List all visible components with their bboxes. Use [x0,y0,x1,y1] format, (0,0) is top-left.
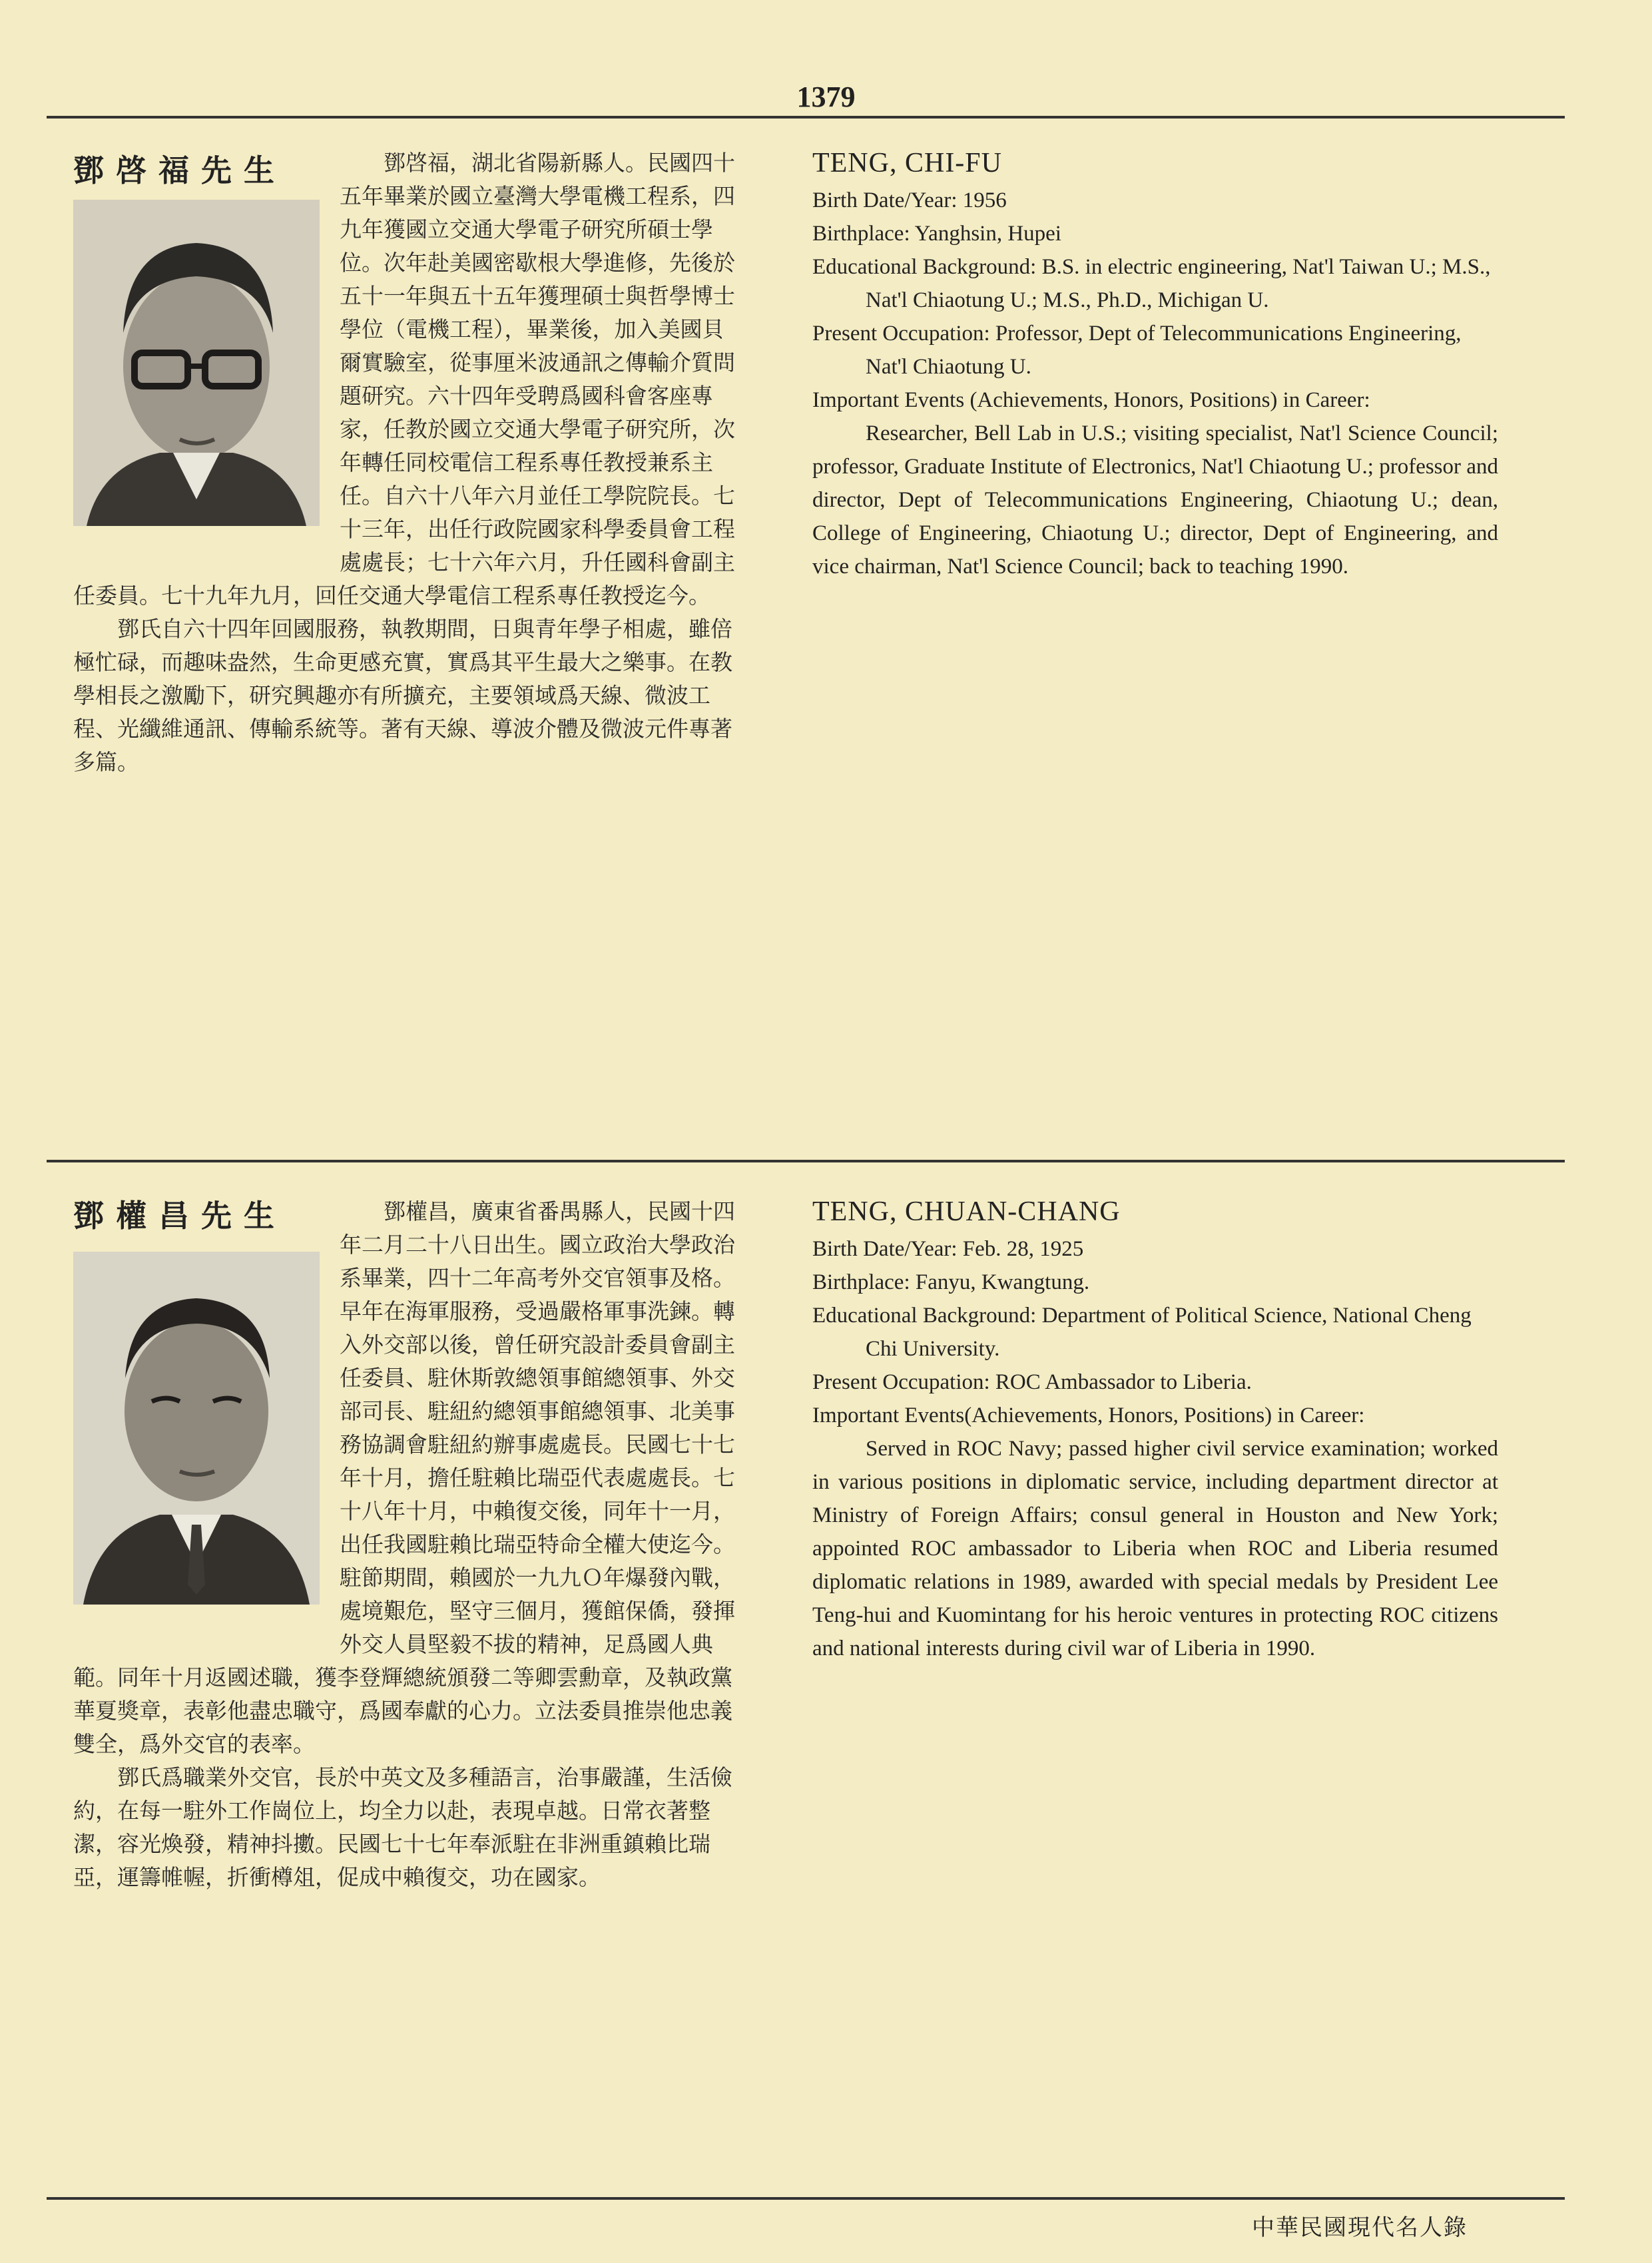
chinese-name: 鄧權昌先生 [73,1198,286,1234]
portrait-photo [73,1252,320,1605]
english-name: TENG, CHI-FU [812,148,1002,178]
portrait-photo [73,200,320,526]
chinese-bio-paragraph: 鄧權昌，廣東省番禺縣人，民國十四年二月二十八日出生。國立政治大學政治系畢業，四十二年高考外交官領事及格。早年在海軍服務，受過嚴格軍事洗鍊。轉入外交部以後，曾任研究設計委員會副主任委員、駐休斯敦總領事館總領事、外交部司長、駐紐約總領事館總領事、北美事務協調會駐紐約辦事處處長。民國七十七年十月，擔任駐賴比瑞亞代表處處長。七十八年十月，中賴復交後，同年十一月，出任我國駐賴比瑞亞特命全權大使迄今。駐節期間，賴國於一九九Ｏ年爆發內戰，處境艱危，堅守三個月，獲館保僑，發揮外交人員堅毅不拔的精神，足爲國人典範。同年十月返國述職，獲李登輝總統頒發二等卿雲勳章，及執政黨華夏獎章，表彰他盡忠職守，爲國奉獻的心力。立法委員推崇他忠義雙全，爲外交官的表率。 [73,1198,735,1757]
events-text: Researcher, Bell Lab in U.S.; visiting specialist, Nat'l Science Council; professor, Graduate Institute of Electronics, Nat'l Chiaotung U.; professor and director, Dept of Telecommunications Engineering, Chiaotung U.; dean, College of Engineering, Chiaotung U.; director, Dept of Engineering, and vice chairman, Nat'l Science Council; back to teaching 1990. [812,421,1498,579]
portrait-image [73,200,320,526]
middle-rule [47,1160,1565,1162]
events-label: Important Events(Achievements, Honors, Positions) in Career: [812,1403,1365,1427]
top-rule [47,116,1565,119]
english-biography [812,146,1498,583]
english-biography [812,1195,1498,1665]
page-number: 1379 [796,81,856,113]
events-text: Served in ROC Navy; passed higher civil service examination; worked in various positions in diplomatic service, including department director at Ministry of Foreign Affairs; consul general in Houston and New York; appointed ROC ambassador to Liberia when ROC and Liberia resumed diplomatic relations in 1989, awarded with special medals by President Lee Teng-hui and Kuomintang for his heroic ventures in protecting ROC citizens and national interests during civil war of Liberia in 1990. [812,1437,1498,1660]
english-name: TENG, CHUAN-CHANG [812,1196,1121,1227]
occupation: Present Occupation: ROC Ambassador to Liberia. [812,1370,1252,1394]
footer-title: 中華民國現代名人錄 [1252,2214,1468,2241]
birth-date: Birth Date/Year: 1956 [812,188,1007,212]
events-label: Important Events (Achievements, Honors, Positions) in Career: [812,388,1370,412]
chinese-bio-paragraph: 鄧啓福，湖北省陽新縣人。民國四十五年畢業於國立臺灣大學電機工程系，四九年獲國立交通大學電子研究所碩士學位。次年赴美國密歇根大學進修，先後於五十一年與五十五年獲理碩士與哲學博士學位（電機工程），畢業後，加入美國貝爾實驗室，從事厘米波通訊之傳輸介質問題研究。六十四年受聘爲國科會客座專家，任教於國立交通大學電子研究所，次年轉任同校電信工程系專任教授兼系主任。自六十八年六月並任工學院院長。七十三年，出任行政院國家科學委員會工程處處長；七十六年六月，升任國科會副主任委員。七十九年九月，回任交通大學電信工程系專任教授迄今。 [73,150,735,609]
chinese-bio-paragraph: 鄧氏爲職業外交官，長於中英文及多種語言，治事嚴謹，生活儉約，在每一駐外工作崗位上，均全力以赴，表現卓越。日常衣著整潔，容光煥發，精神抖擻。民國七十七年奉派駐在非洲重鎮賴比瑞亞，運籌帷幄，折衝樽俎，促成中賴復交，功在國家。 [73,1764,732,1890]
chinese-name: 鄧啓福先生 [73,152,286,188]
occupation: Present Occupation: Professor, Dept of Telecommunications Engineering, Nat'l Chiaotung U. [812,322,1462,379]
education: Educational Background: B.S. in electric engineering, Nat'l Taiwan U.; M.S., Nat'l Chiaotung U.; M.S., Ph.D., Michigan U. [812,255,1491,312]
entry-teng-chi-fu [0,133,1652,1145]
chinese-bio-paragraph: 鄧氏自六十四年回國服務，執教期間，日與青年學子相處，雖倍極忙碌，而趣味盎然，生命更感充實，實爲其平生最大之樂事。在教學相長之激勵下，研究興趣亦有所擴充，主要領域爲天線、微波工程、光纖維通訊、傳輸系統等。著有天線、導波介體及微波元件專著多篇。 [73,616,732,775]
education: Educational Background: Department of Political Science, National Cheng Chi University. [812,1304,1472,1361]
portrait-image [73,1252,320,1605]
birth-date: Birth Date/Year: Feb. 28, 1925 [812,1237,1084,1261]
entry-teng-chuan-chang [0,1178,1652,2177]
birthplace: Birthplace: Fanyu, Kwangtung. [812,1270,1090,1294]
birthplace: Birthplace: Yanghsin, Hupei [812,222,1061,246]
bottom-rule [47,2197,1565,2200]
